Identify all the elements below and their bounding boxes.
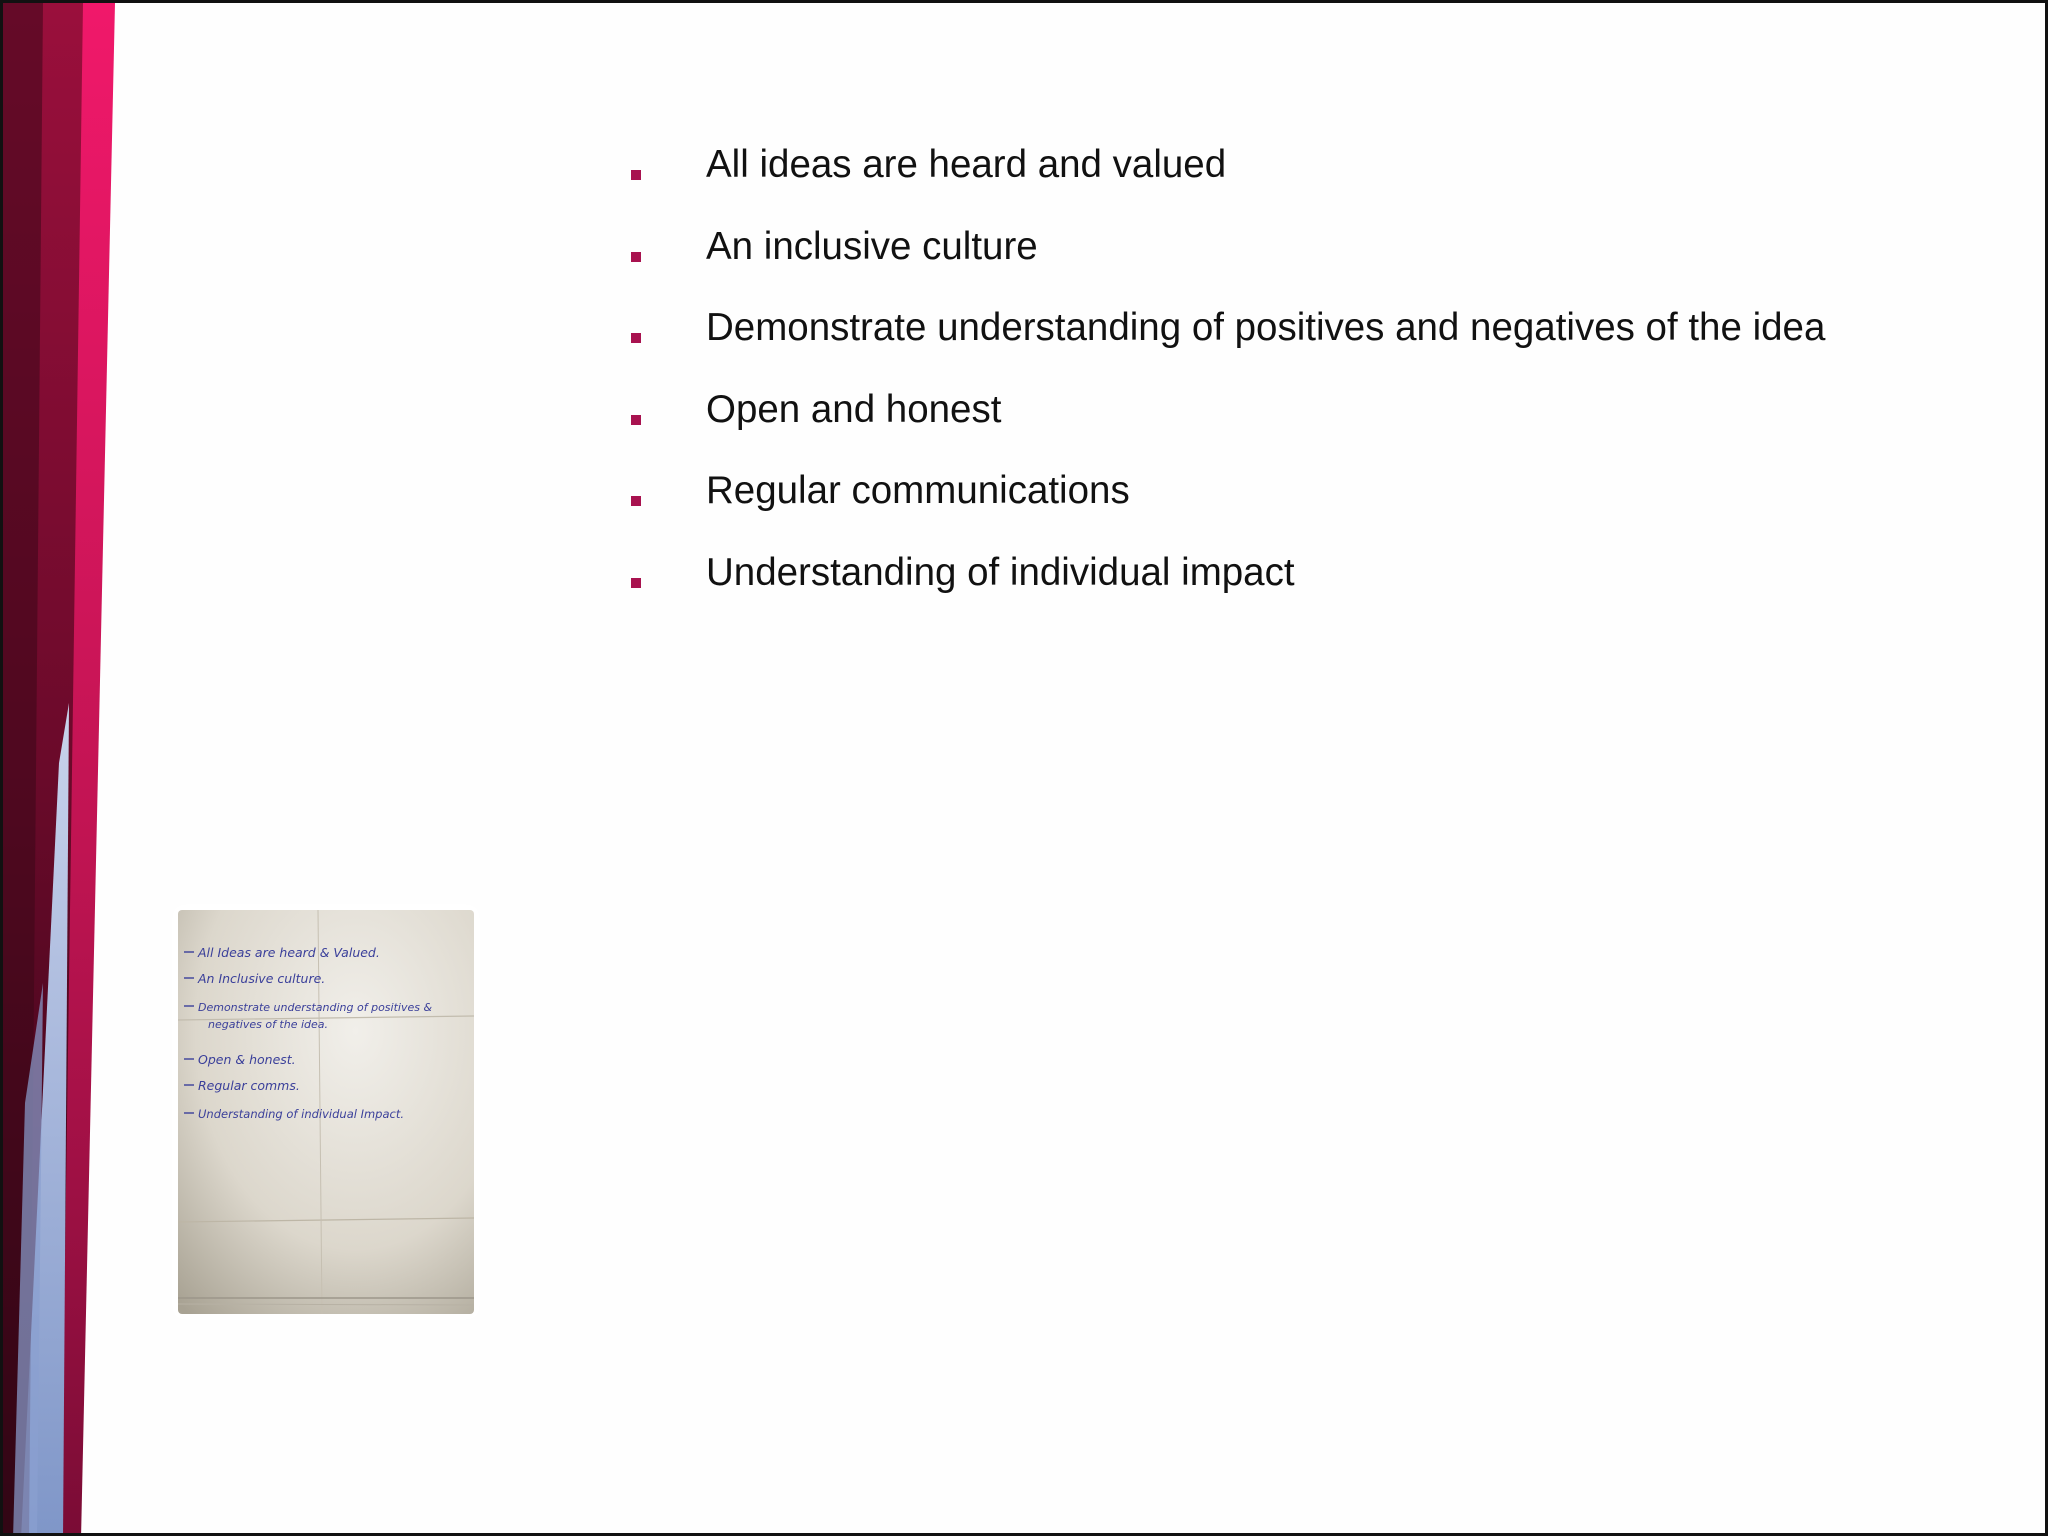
bullet-text: An inclusive culture — [706, 224, 1038, 268]
handwritten-line: Understanding of individual Impact. — [198, 1107, 405, 1121]
bullet-text: Open and honest — [706, 387, 1002, 431]
bullet-item — [631, 551, 1825, 633]
handwritten-line: An Inclusive culture. — [198, 971, 326, 986]
bullet-text: Regular communications — [706, 469, 1130, 512]
square-bullet-icon — [631, 252, 641, 262]
handwritten-line: Regular comms. — [198, 1078, 300, 1093]
bullet-list — [631, 143, 1825, 632]
bullet-item — [631, 469, 1825, 551]
bullet-text: All ideas are heard and valued — [706, 143, 1227, 186]
bullet-item — [631, 388, 1825, 470]
bullet-text: Demonstrate understanding of positives and negatives of the idea — [706, 306, 1826, 349]
square-bullet-icon — [631, 170, 641, 180]
bullet-item — [631, 143, 1825, 225]
square-bullet-icon — [631, 578, 641, 588]
bullet-text: Understanding of individual impact — [706, 550, 1295, 594]
bullet-item — [631, 306, 1825, 388]
handwritten-line: Demonstrate understanding of positives & — [198, 1001, 433, 1014]
side-decoration — [3, 3, 123, 1536]
handwritten-line: negatives of the idea. — [208, 1018, 329, 1031]
square-bullet-icon — [631, 333, 641, 343]
square-bullet-icon — [631, 415, 641, 425]
square-bullet-icon — [631, 496, 641, 506]
flipchart-photo — [168, 900, 484, 1324]
handwritten-line: Open & honest. — [198, 1052, 296, 1067]
bullet-item — [631, 225, 1825, 307]
handwritten-line: All Ideas are heard & Valued. — [198, 945, 380, 960]
